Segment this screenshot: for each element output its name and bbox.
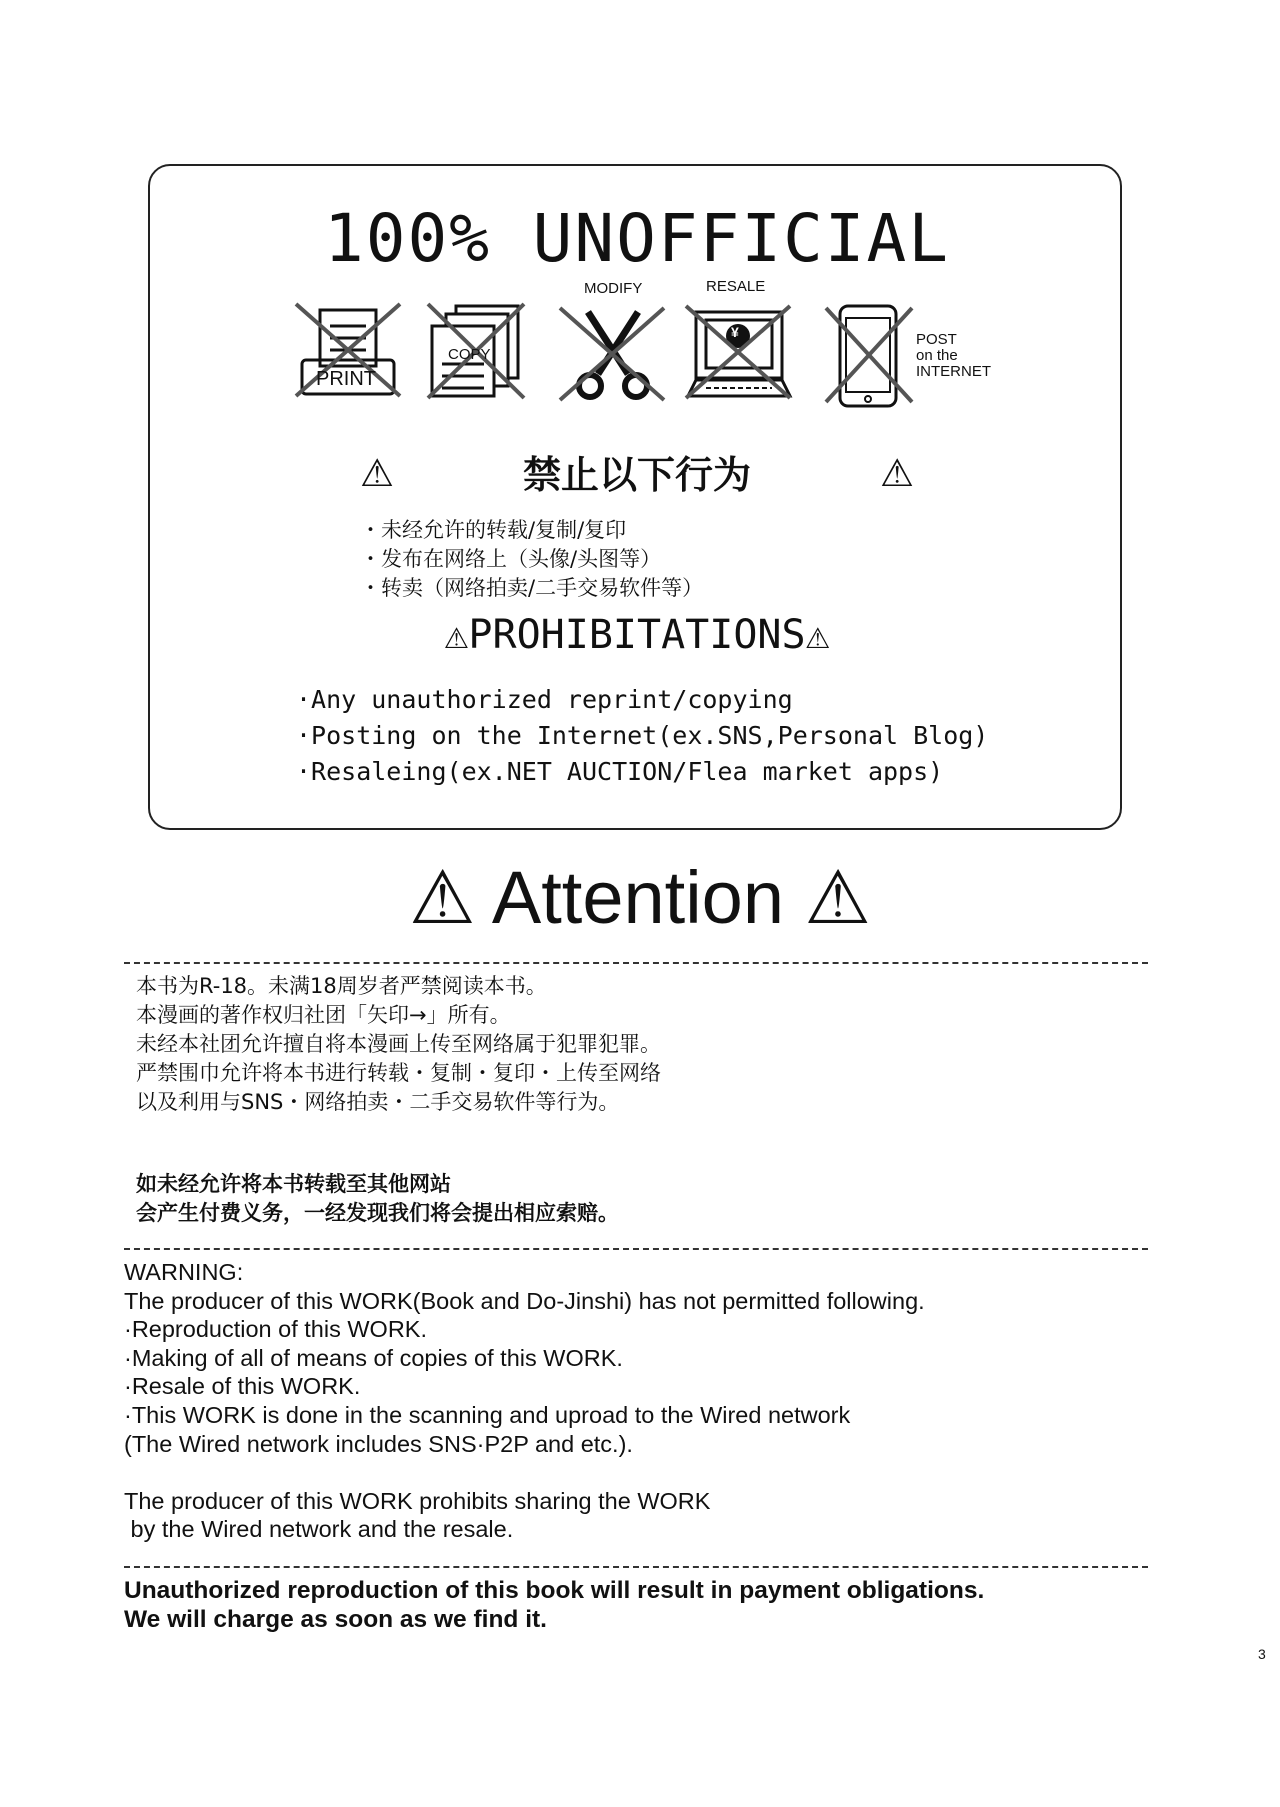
post-label-line-1: POST xyxy=(916,331,957,348)
notice-line: 未经本社团允许擅自将本漫画上传至网络属于犯罪犯罪。 xyxy=(136,1032,661,1056)
warning-en xyxy=(124,1258,925,1544)
post-internet-label xyxy=(916,332,991,380)
list-item: ·Resaleing(ex.NET AUCTION/Flea market apps) xyxy=(296,757,944,786)
warning-line: ·Making of all of means of copies of this WORK. xyxy=(124,1344,623,1371)
prohibited-heading-cn: 禁止以下行为 xyxy=(522,453,751,497)
warning-line: (The Wired network includes SNS·P2P and etc.). xyxy=(124,1430,633,1457)
resale-label: RESALE xyxy=(706,278,766,295)
notice-line: 本漫画的著作权归社团「矢印→」所有。 xyxy=(136,1003,511,1027)
payment-warning-en xyxy=(124,1576,984,1634)
warning-line: ·Resale of this WORK. xyxy=(124,1373,361,1400)
prohibitions-heading: ⚠PROHIBITATIONS⚠ xyxy=(444,612,830,658)
warning-line: The producer of this WORK prohibits sharing the WORK xyxy=(124,1487,711,1514)
warning-icon: ⚠ xyxy=(360,451,395,495)
warning-line: ·This WORK is done in the scanning and uproad to the Wired network xyxy=(124,1401,851,1428)
notice-line: 以及利用与SNS・网络拍卖・二手交易软件等行为。 xyxy=(136,1090,620,1114)
warning-line: by the Wired network and the resale. xyxy=(124,1516,514,1543)
post-label-line-3: INTERNET xyxy=(916,363,991,380)
dashed-divider xyxy=(124,1566,1148,1568)
print-label: PRINT xyxy=(316,368,376,390)
warning-line: WARNING: xyxy=(124,1259,244,1285)
copy-icon xyxy=(428,304,538,414)
warning-line: The producer of this WORK(Book and Do-Jinshi) has not permitted following. xyxy=(124,1287,925,1314)
copy-label: COPY xyxy=(448,346,491,363)
notice-cn xyxy=(136,972,661,1117)
dashed-divider xyxy=(124,962,1148,964)
prohibitions-list-en xyxy=(296,682,988,790)
prohibited-list-cn xyxy=(360,516,703,603)
post-label-line-2: on the xyxy=(916,347,958,364)
attention-heading: ⚠ Attention ⚠ xyxy=(409,856,871,939)
computer-yen-icon xyxy=(686,278,796,414)
warning-line xyxy=(124,1458,925,1487)
warning-line: ·Reproduction of this WORK. xyxy=(124,1316,427,1343)
unofficial-notice-box xyxy=(148,164,1122,830)
page-title: 100% UNOFFICIAL xyxy=(323,200,951,277)
warning-icon: ⚠ xyxy=(880,451,915,495)
dashed-divider xyxy=(124,1248,1148,1250)
page-number: 3 xyxy=(1258,1646,1266,1662)
notice-line: 会产生付费义务，一经发现我们将会提出相应索赔。 xyxy=(136,1201,619,1225)
smartphone-icon xyxy=(816,304,991,414)
list-item: ・发布在网络上（头像/头图等） xyxy=(360,547,662,571)
yen-symbol: ¥ xyxy=(731,324,739,340)
warning-line: Unauthorized reproduction of this book will result in payment obligations. xyxy=(124,1577,985,1604)
prohibited-actions-icons xyxy=(296,278,996,424)
warning-line: We will charge as soon as we find it. xyxy=(124,1606,547,1633)
list-item: ・转卖（网络拍卖/二手交易软件等） xyxy=(360,576,704,600)
notice-line: 如未经允许将本书转载至其他网站 xyxy=(136,1172,451,1196)
print-icon xyxy=(296,304,406,414)
list-item: ・未经允许的转载/复制/复印 xyxy=(360,518,627,542)
modify-label: MODIFY xyxy=(584,280,643,297)
notice-line: 严禁围巾允许将本书进行转载・复制・复印・上传至网络 xyxy=(136,1061,661,1085)
list-item: ·Posting on the Internet(ex.SNS,Personal Blog) xyxy=(296,721,989,750)
notice-cn-bold xyxy=(136,1170,619,1228)
notice-line: 本书为R-18。未满18周岁者严禁阅读本书。 xyxy=(136,974,547,998)
scissors-icon xyxy=(558,280,668,414)
list-item: ·Any unauthorized reprint/copying xyxy=(296,685,793,714)
